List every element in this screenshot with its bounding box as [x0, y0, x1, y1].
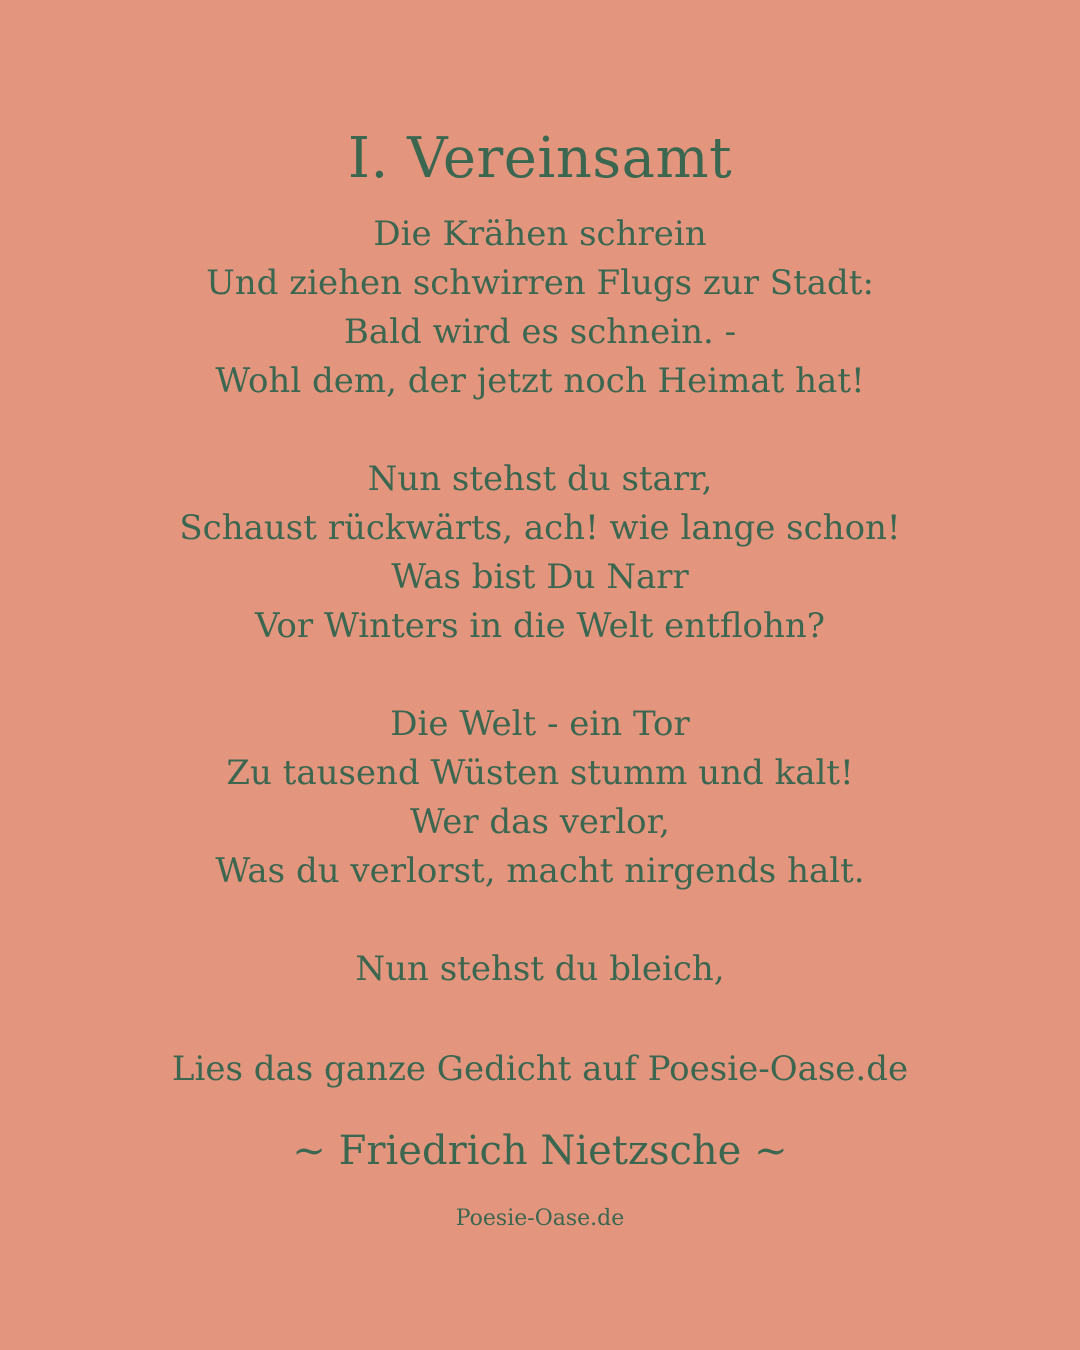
poem-line: Die Welt - ein Tor	[390, 704, 690, 744]
poem-line: Nun stehst du starr,	[367, 459, 713, 499]
poem-line: Was du verlorst, macht nirgends halt.	[215, 851, 865, 891]
site-credit: Poesie-Oase.de	[455, 1206, 625, 1231]
poem-line: Bald wird es schnein. -	[343, 312, 737, 352]
poem-line: Was bist Du Narr	[391, 557, 689, 597]
read-more-text: Lies das ganze Gedicht auf Poesie-Oase.de	[171, 1049, 909, 1089]
poem-line: Wohl dem, der jetzt noch Heimat hat!	[215, 361, 865, 401]
author-name: ~ Friedrich Nietzsche ~	[292, 1128, 788, 1174]
stanza-break	[0, 896, 1080, 945]
poem-line: Nun stehst du bleich,	[355, 949, 725, 989]
stanza-break	[0, 406, 1080, 455]
poem-line: Schaust rückwärts, ach! wie lange schon!	[179, 508, 901, 548]
stanza-break	[0, 651, 1080, 700]
poem-line: Und ziehen schwirren Flugs zur Stadt:	[206, 263, 874, 303]
poem-line: Wer das verlor,	[410, 802, 670, 842]
poem-title: I. Vereinsamt	[347, 126, 733, 191]
poem-line: Die Krähen schrein	[373, 214, 707, 254]
poem-line: Vor Winters in die Welt entflohn?	[254, 606, 825, 646]
poem-line: Zu tausend Wüsten stumm und kalt!	[226, 753, 854, 793]
poem-body	[0, 210, 1080, 994]
